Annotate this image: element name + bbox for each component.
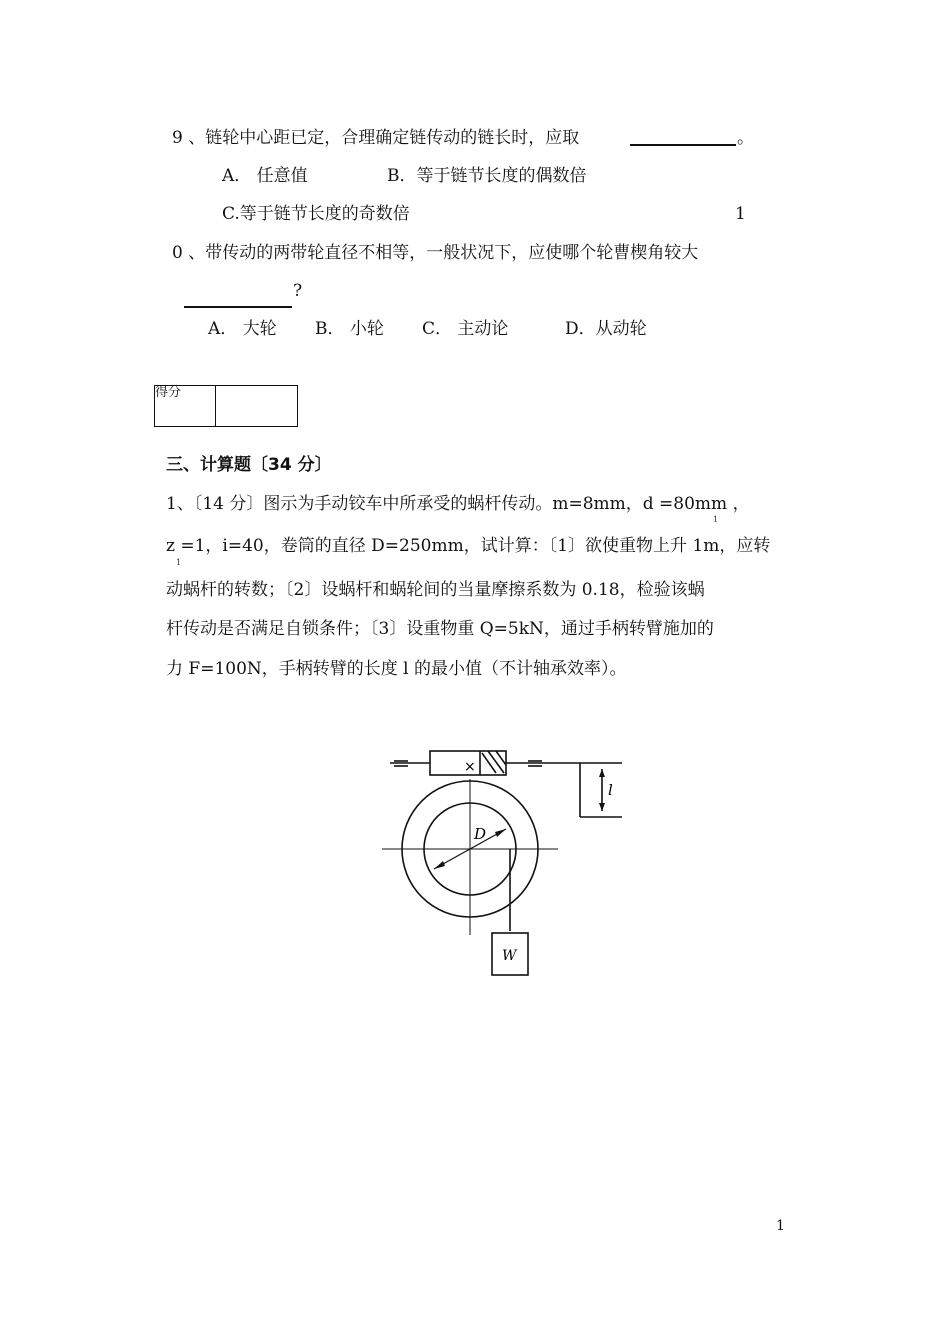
label-w: W — [502, 948, 517, 964]
dimension-arrowhead-bottom — [599, 803, 605, 811]
problem1-line5: 力 F=100N，手柄转臂的长度 l 的最小值（不计轴承效率）。 — [166, 659, 627, 679]
problem1-line1: 1、〔14 分〕图示为手动铰车中所承受的蜗杆传动。m=8mm，d =80mm ， — [166, 494, 750, 514]
label-l: l — [608, 781, 613, 799]
score-box-divider — [215, 386, 216, 426]
diameter-arrowhead-right — [495, 829, 506, 837]
problem1-line3: 动蜗杆的转数；〔2〕设蜗杆和蜗轮间的当量摩擦系数为 0.18，检验该蜗 — [166, 580, 705, 600]
q10-number-part: 1 — [735, 204, 746, 224]
score-box — [154, 385, 298, 427]
diameter-arrowhead-left — [434, 861, 445, 869]
worm-mark-x: × — [464, 759, 476, 775]
q9-option-c: C.等于链节长度的奇数倍 — [222, 204, 410, 224]
q10-option-a: A． 大轮 — [208, 319, 277, 339]
label-d: D — [474, 825, 487, 843]
q9-stem: 9 、链轮中心距已定，合理确定链传动的链长时，应取 — [172, 128, 580, 148]
q10-question-mark: ? — [293, 281, 303, 301]
problem1-subscript-d: 1 — [713, 515, 719, 524]
q9-option-a: A． 任意值 — [222, 166, 308, 186]
q10-option-c: C． 主动论 — [422, 319, 509, 339]
worm-hatch-1 — [482, 753, 496, 773]
q9-answer-blank[interactable] — [630, 144, 736, 146]
q10-answer-blank[interactable] — [184, 306, 292, 308]
worm-hatch-2 — [488, 751, 504, 773]
q10-stem: 0 、带传动的两带轮直径不相等，一般状况下，应使哪个轮曹楔角较大 — [172, 243, 699, 263]
score-label: 得分 — [155, 385, 182, 400]
winch-diagram — [370, 735, 640, 985]
q10-option-b: B． 小轮 — [315, 319, 384, 339]
section-title: 三、计算题〔34 分〕 — [166, 455, 332, 475]
q9-option-b: B．等于链节长度的偶数倍 — [387, 166, 587, 186]
page-number: 1 — [776, 1218, 785, 1234]
problem1-subscript-z: 1 — [176, 558, 182, 567]
q10-option-d: D．从动轮 — [565, 319, 647, 339]
dimension-arrowhead-top — [599, 769, 605, 777]
problem1-line2: z =1，i=40，卷筒的直径 D=250mm，试计算：〔1〕欲使重物上升 1m，应转 — [166, 536, 771, 556]
q9-stem-end: 。 — [737, 128, 754, 148]
problem1-line4: 杆传动是否满足自锁条件；〔3〕设重物重 Q=5kN，通过手柄转臂施加的 — [166, 619, 714, 639]
